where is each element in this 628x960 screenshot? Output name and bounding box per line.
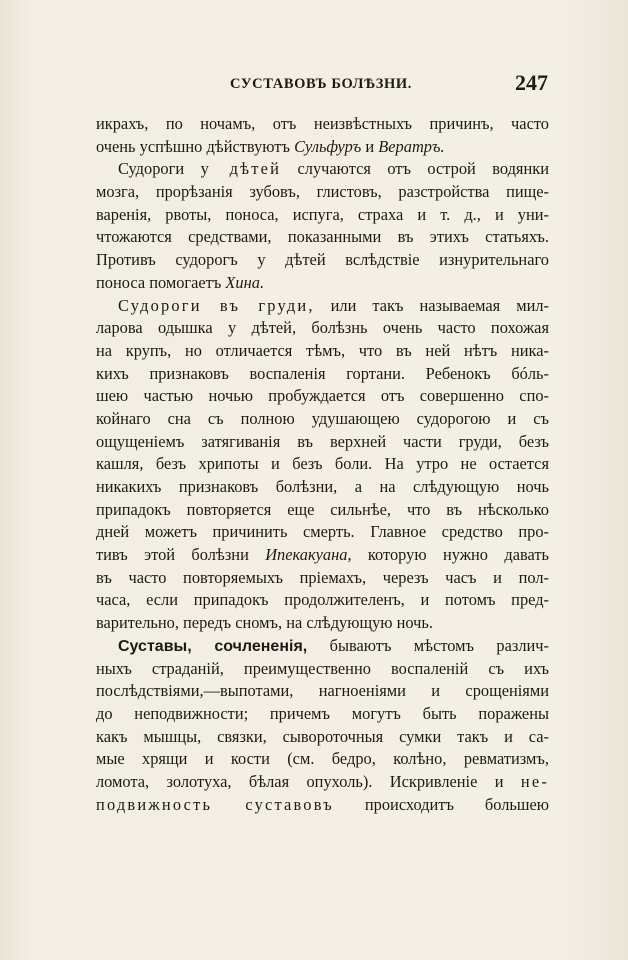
text-line: какъ мышцы, связки, сывороточныя сумки такъ и са-: [96, 726, 549, 746]
text-line: шею частью ночью пробуждается отъ совершенно спо-: [96, 386, 549, 406]
text-line: [96, 272, 549, 295]
spaced-emphasis: подвижность суставовъ: [96, 794, 334, 814]
paragraph-start: [96, 635, 549, 658]
spaced-emphasis: Судороги въ груди,: [118, 295, 315, 315]
text-line: [96, 544, 549, 567]
remedy-name: Хина.: [225, 272, 265, 292]
page-number: 247: [515, 70, 548, 95]
text-line: послѣдствіями,—выпотами, нагноеніями и срощеніями: [96, 681, 549, 701]
text-run: происходитъ большею: [333, 794, 549, 814]
text-line: [96, 794, 549, 817]
text-line: [96, 136, 549, 159]
text-run: очень успѣшно дѣйствуютъ: [96, 136, 295, 156]
text-line: никакихъ признаковъ болѣзни, а на слѣдующую ночь: [96, 477, 549, 496]
text-line: до неподвижности; причемъ могутъ быть поражены: [96, 703, 549, 723]
text-run: или такъ называемая мил-: [314, 295, 550, 315]
running-head: СУСТАВОВЪ БОЛѢЗНИ.: [230, 76, 412, 92]
remedy-name: Вератръ.: [378, 136, 445, 156]
text-line: на крупъ, но отличается тѣмъ, что въ ней нѣтъ ника-: [96, 340, 549, 360]
spaced-emphasis: не-: [520, 771, 549, 791]
text-run: поноса помогаетъ: [96, 272, 226, 292]
text-line: икрахъ, по ночамъ, отъ неизвѣстныхъ причинъ, часто: [96, 114, 549, 133]
text-line: чтожаются средствами, показанными въ этихъ статьяхъ.: [96, 227, 549, 247]
text-line: часа, если припадокъ продолжителенъ, и потомъ пред-: [96, 590, 549, 610]
text-line: въ часто повторяемыхъ пріемахъ, черезъ часъ и пол-: [96, 567, 549, 587]
paragraph-start: [96, 158, 549, 181]
spaced-emphasis: у дѣтей: [200, 159, 282, 179]
text-run: которую нужно давать: [351, 545, 549, 565]
remedy-name: Ипекакуана,: [265, 545, 352, 565]
text-line: дней можетъ причинить смерть. Главное средство про-: [96, 522, 549, 542]
text-line: ощущеніемъ затягиванія въ верхней части груди, безъ: [96, 431, 549, 451]
remedy-name: Сульфуръ: [294, 136, 362, 156]
paragraph-start: [96, 295, 549, 318]
text-run: бываютъ мѣстомъ различ-: [307, 635, 549, 655]
text-run: и: [361, 136, 379, 156]
text-line: варенія, рвоты, поноса, испуга, страха и т. д., и уни-: [96, 204, 549, 224]
text-line: кашля, безъ хрипоты и безъ боли. На утро не остается: [96, 454, 549, 474]
text-line: мозга, прорѣзанія зубовъ, глистовъ, разстройства пище-: [96, 182, 549, 202]
text-line: кихъ признаковъ воспаленія гортани. Ребенокъ бóль-: [96, 363, 549, 383]
page-body: [96, 113, 549, 816]
text-line: припадокъ повторяется еще сильнѣе, что въ нѣсколько: [96, 499, 549, 519]
text-line: варительно, передъ сномъ, на слѣдующую ночь.: [96, 613, 433, 633]
section-heading: Суставы, сочлененія,: [118, 637, 308, 655]
text-line: [96, 771, 549, 794]
page-header: [96, 70, 548, 100]
text-line: Противъ судорогъ у дѣтей вслѣдствіе изнурительнаго: [96, 250, 549, 270]
text-line: ныхъ страданій, преимущественно воспаленій съ ихъ: [96, 658, 549, 678]
text-run: Судороги: [118, 159, 201, 179]
text-run: случаются отъ острой водянки: [281, 159, 549, 179]
text-line: ларова одышка у дѣтей, болѣзнь очень часто похожая: [96, 318, 549, 338]
text-line: мые хрящи и кости (см. бедро, колѣно, ревматизмъ,: [96, 749, 549, 769]
text-line: койнаго сна съ полною удушающею судорогою и съ: [96, 408, 549, 428]
text-run: ломота, золотуха, бѣлая опухоль). Искривленіе и: [96, 771, 521, 791]
text-run: тивъ этой болѣзни: [96, 545, 266, 565]
